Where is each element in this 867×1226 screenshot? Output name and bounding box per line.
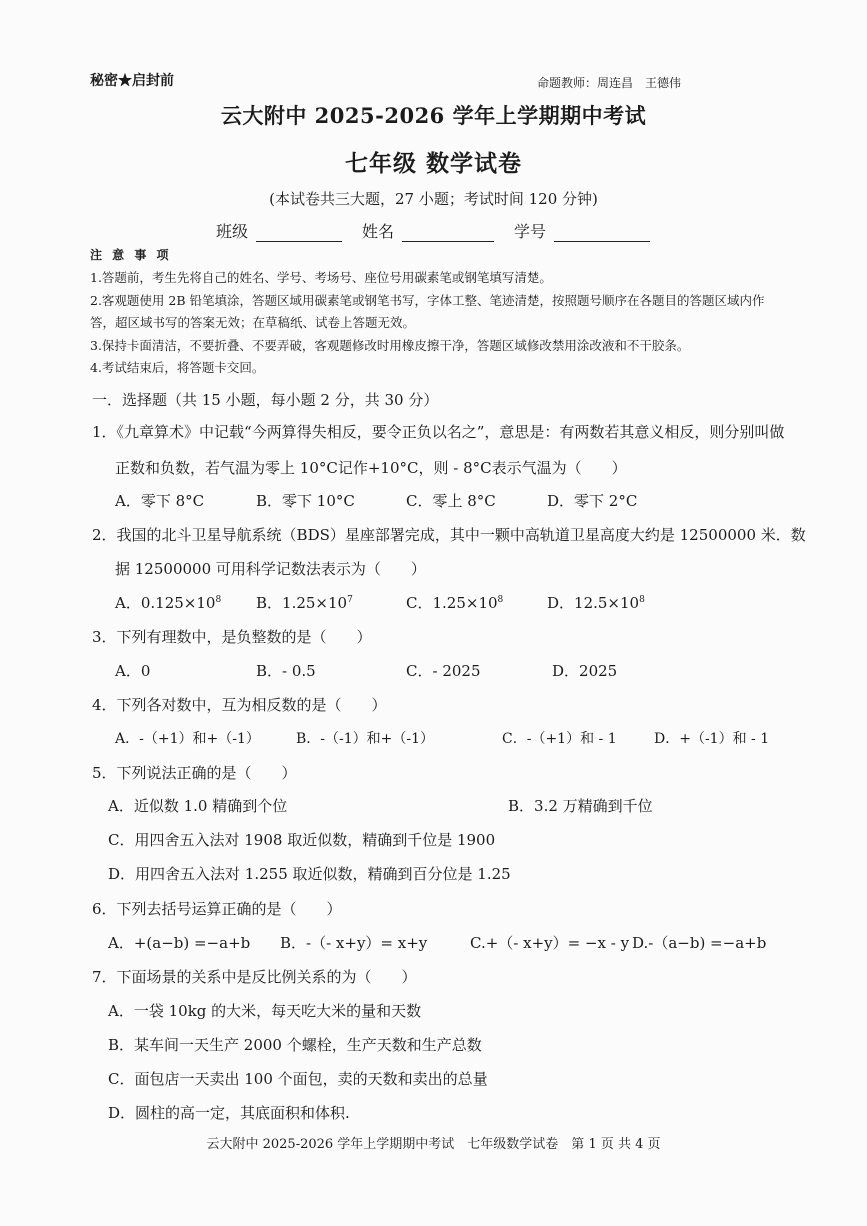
q4-option-c[interactable]: C．-（+1）和 - 1 bbox=[502, 731, 617, 747]
q6-option-a[interactable]: A．+(a−b) =−a+b bbox=[108, 934, 251, 952]
q1-option-c[interactable]: C．零上 8°C bbox=[406, 492, 496, 510]
name-field[interactable] bbox=[402, 225, 494, 242]
q5-option-b[interactable]: B．3.2 万精确到千位 bbox=[508, 797, 653, 815]
q5-option-d[interactable]: D．用四舍五入法对 1.255 取近似数，精确到百分位是 1.25 bbox=[108, 865, 511, 883]
q2-option-d[interactable]: D．$12.5\times 10^8$ bbox=[547, 594, 645, 612]
question-6-line-1: 6．下列去括号运算正确的是（ ） bbox=[92, 900, 342, 918]
q4-option-a[interactable]: A．-（+1）和+（-1） bbox=[115, 731, 260, 747]
student-info-row bbox=[216, 219, 658, 242]
q4-option-d[interactable]: D．+（-1）和 - 1 bbox=[654, 731, 770, 747]
note-item: 3.保持卡面清洁，不要折叠、不要弄破，客观题修改时用橡皮擦干净，答题区域修改禁用涂改液和不干胶条。 bbox=[90, 338, 690, 353]
note-item: 2.客观题使用 2B 铅笔填涂，答题区域用碳素笔或钢笔书写，字体工整、笔迹清楚，按照题号顺序在各题目的答题区域内作 bbox=[90, 293, 765, 308]
q3-option-d[interactable]: D．2025 bbox=[552, 662, 618, 680]
q5-option-a[interactable]: A．近似数 1.0 精确到个位 bbox=[108, 797, 288, 815]
q6-option-d[interactable]: D.-（a−b) =−a+b bbox=[632, 934, 767, 952]
q7-option-a[interactable]: A．一袋 10kg 的大米，每天吃大米的量和天数 bbox=[108, 1002, 422, 1020]
question-5-line-1: 5．下列说法正确的是（ ） bbox=[92, 764, 297, 782]
exam-subtitle: 七年级 数学试卷 bbox=[344, 150, 522, 177]
note-item: 4.考试结束后，将答题卡交回。 bbox=[90, 360, 265, 375]
question-7-line-1: 7．下面场景的关系中是反比例关系的为（ ） bbox=[92, 968, 417, 986]
authors-label: 命题教师：周连昌 王德伟 bbox=[537, 76, 682, 90]
q1-option-b[interactable]: B．零下 10°C bbox=[256, 492, 355, 510]
q7-option-c[interactable]: C．面包店一天卖出 100 个面包，卖的天数和卖出的总量 bbox=[108, 1070, 488, 1088]
name-label: 姓名 bbox=[362, 222, 395, 241]
id-label: 学号 bbox=[514, 222, 547, 241]
q4-option-b[interactable]: B．-（-1）和+（-1） bbox=[296, 731, 435, 747]
class-label: 班级 bbox=[216, 222, 249, 241]
note-item: 答，超区域书写的答案无效；在草稿纸、试卷上答题无效。 bbox=[90, 315, 416, 330]
note-item: 1.答题前，考生先将自己的姓名、学号、考场号、座位号用碳素笔或钢笔填写清楚。 bbox=[90, 270, 552, 285]
question-1-line-2: 正数和负数，若气温为零上 10°C记作+10°C，则 - 8°C表示气温为（ ） bbox=[115, 459, 627, 477]
q3-option-c[interactable]: C．- 2025 bbox=[406, 662, 481, 680]
class-field[interactable] bbox=[256, 225, 342, 242]
notes-heading: 注 意 事 项 bbox=[90, 248, 172, 262]
question-2-line-2: 据 12500000 可用科学记数法表示为（ ） bbox=[115, 560, 426, 578]
confidential-label: 秘密★启封前 bbox=[90, 73, 174, 89]
q5-option-c[interactable]: C．用四舍五入法对 1908 取近似数，精确到千位是 1900 bbox=[108, 831, 496, 849]
q1-option-a[interactable]: A．零下 8°C bbox=[115, 492, 205, 510]
exam-description: (本试卷共三大题，27 小题；考试时间 120 分钟) bbox=[269, 190, 598, 208]
q2-option-c[interactable]: C．$1.25\times 10^8$ bbox=[406, 594, 504, 612]
section-heading: 一．选择题（共 15 小题，每小题 2 分，共 30 分） bbox=[92, 391, 439, 409]
q1-option-d[interactable]: D．零下 2°C bbox=[547, 492, 638, 510]
q3-option-a[interactable]: A．0 bbox=[115, 662, 151, 680]
student-id-field[interactable] bbox=[554, 225, 650, 242]
q2-option-b[interactable]: B．$1.25\times 10^7$ bbox=[256, 594, 353, 612]
q3-option-b[interactable]: B．- 0.5 bbox=[256, 662, 316, 680]
question-4-line-1: 4．下列各对数中，互为相反数的是（ ） bbox=[92, 696, 387, 714]
page-footer: 云大附中 2025-2026 学年上学期期中考试 七年级数学试卷 第 1 页 共 4 页 bbox=[206, 1137, 661, 1152]
question-2-line-1: 2．我国的北斗卫星导航系统（BDS）星座部署完成，其中一颗中高轨道卫星高度大约是 12500000 米．数 bbox=[92, 526, 806, 544]
question-3-line-1: 3．下列有理数中，是负整数的是（ ） bbox=[92, 628, 372, 646]
q2-option-a[interactable]: A．$0.125\times 10^8$ bbox=[115, 594, 222, 612]
q6-option-b[interactable]: B．-（- x+y）= x+y bbox=[280, 934, 428, 952]
q6-option-c[interactable]: C.+（- x+y）= −x - y bbox=[470, 934, 630, 952]
exam-title: 云大附中 2025-2026 学年上学期期中考试 bbox=[220, 103, 647, 128]
q7-option-b[interactable]: B．某车间一天生产 2000 个螺栓，生产天数和生产总数 bbox=[108, 1036, 482, 1054]
question-1-line-1: 1．《九章算术》中记载“今两算得失相反，要令正负以名之”，意思是：有两数若其意义相反，则分别叫做 bbox=[92, 423, 785, 441]
q7-option-d[interactable]: D．圆柱的高一定，其底面积和体积. bbox=[108, 1104, 350, 1122]
